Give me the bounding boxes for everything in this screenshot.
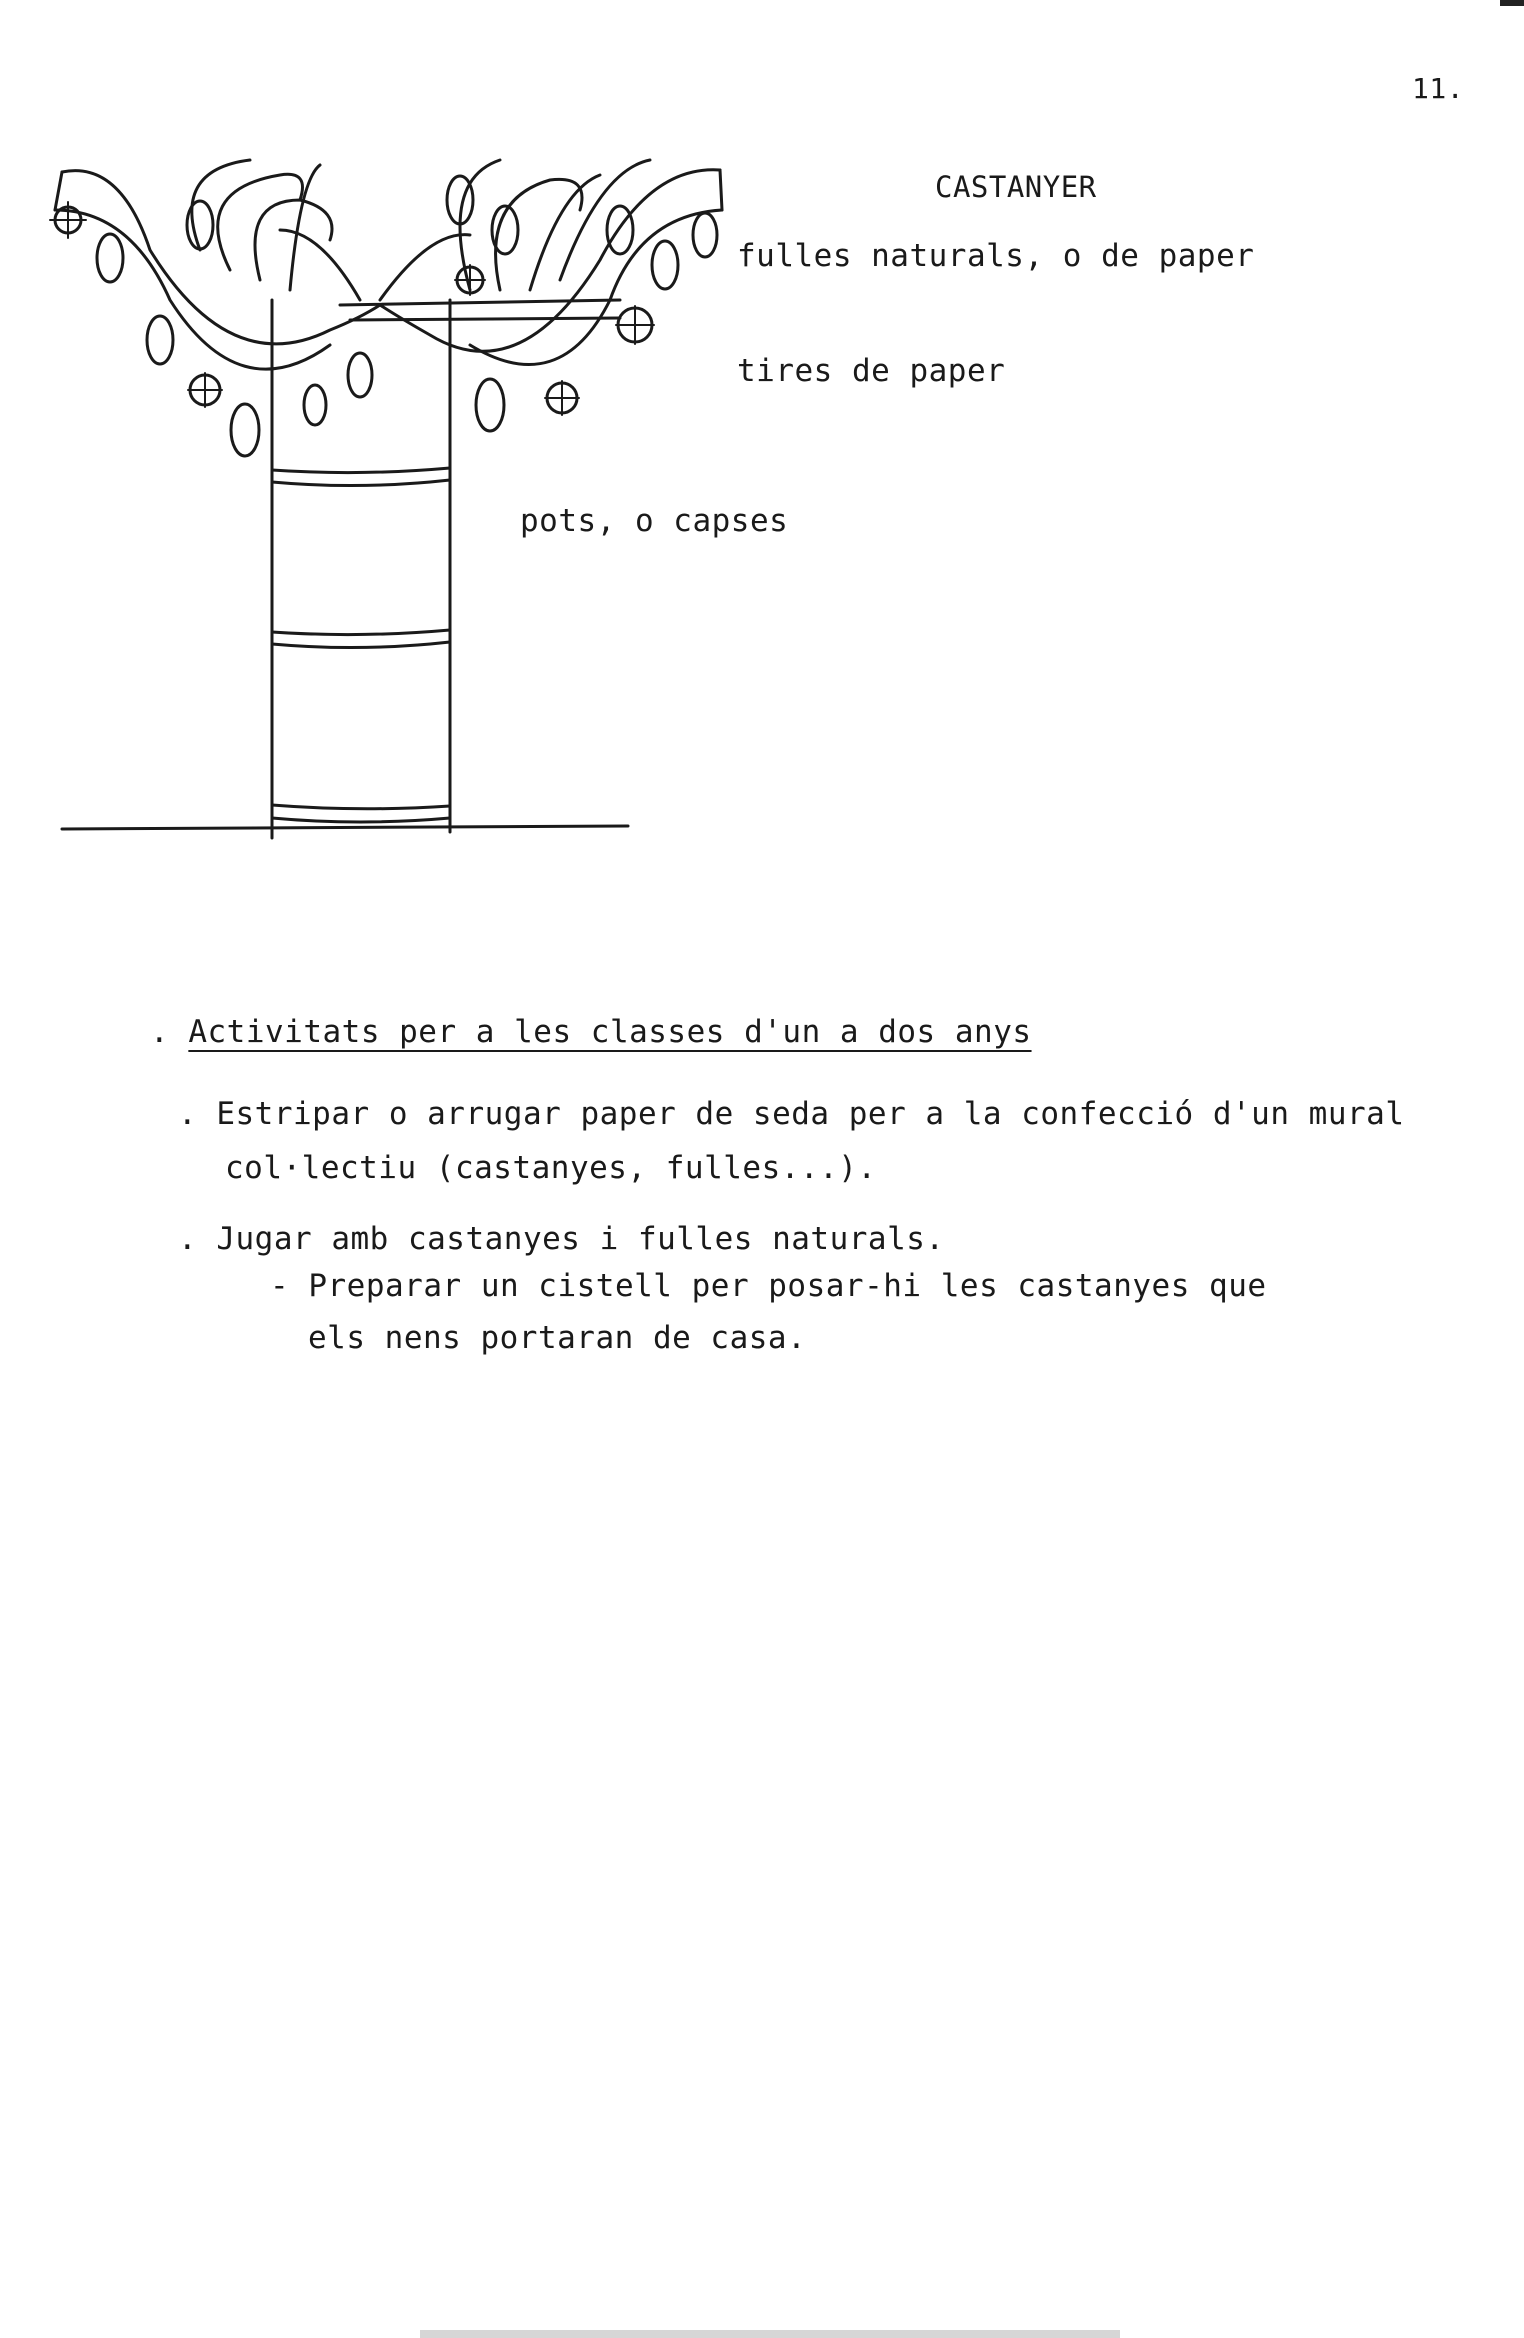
scan-edge	[420, 2330, 1120, 2338]
subitem-bullet: -	[270, 1268, 290, 1304]
section-heading-text: Activitats per a les classes d'un a dos anys	[188, 1014, 1032, 1050]
illustration-title: CASTANYER	[935, 170, 1097, 204]
item-text: Jugar amb castanyes i fulles naturals.	[216, 1221, 945, 1257]
leaf	[348, 353, 372, 397]
leaf	[304, 385, 326, 425]
paper-strip	[55, 172, 62, 210]
label-paper-strips: tires de paper	[737, 353, 1006, 389]
paper-strip	[720, 170, 722, 210]
chestnut-tree-illustration	[0, 0, 760, 900]
page-number: 11.	[1412, 72, 1465, 105]
label-pots: pots, o capses	[520, 503, 789, 539]
trunk-ring	[272, 468, 450, 486]
label-leaves: fulles naturals, o de paper	[737, 238, 1255, 274]
item-bullet: .	[178, 1096, 198, 1132]
section-heading	[150, 1014, 1032, 1050]
trunk-ring	[272, 805, 450, 822]
leaf	[607, 206, 633, 254]
trunk-ring	[272, 630, 450, 648]
subitem-text-continuation: els nens portaran de casa.	[308, 1320, 807, 1356]
trunk	[272, 300, 450, 838]
paper-strip	[380, 170, 720, 352]
branch	[530, 175, 600, 290]
ground-line	[62, 826, 628, 829]
sub-list-item	[270, 1268, 1267, 1304]
leaf	[231, 404, 259, 456]
item-text-continuation: col·lectiu (castanyes, fulles...).	[225, 1150, 877, 1186]
section-bullet: .	[150, 1014, 170, 1050]
paper-strip	[470, 210, 722, 365]
list-item	[178, 1096, 1405, 1132]
leaf	[652, 241, 678, 289]
leaf	[97, 234, 123, 282]
corner-mark	[1500, 0, 1524, 6]
leaf	[693, 213, 717, 257]
item-bullet: .	[178, 1221, 198, 1257]
item-text: Estripar o arrugar paper de seda per a la confecció d'un mural	[216, 1096, 1405, 1132]
leaf	[187, 201, 213, 249]
branch	[290, 165, 320, 290]
list-item	[178, 1221, 945, 1257]
subitem-text: Preparar un cistell per posar-hi les castanyes que	[308, 1268, 1267, 1304]
branch	[380, 235, 470, 300]
branch	[192, 160, 250, 250]
leaf	[147, 316, 173, 364]
leaf	[476, 379, 504, 431]
paper-strip	[340, 300, 620, 320]
branch	[560, 160, 650, 280]
paper-strip	[62, 171, 380, 344]
branch	[496, 179, 582, 290]
